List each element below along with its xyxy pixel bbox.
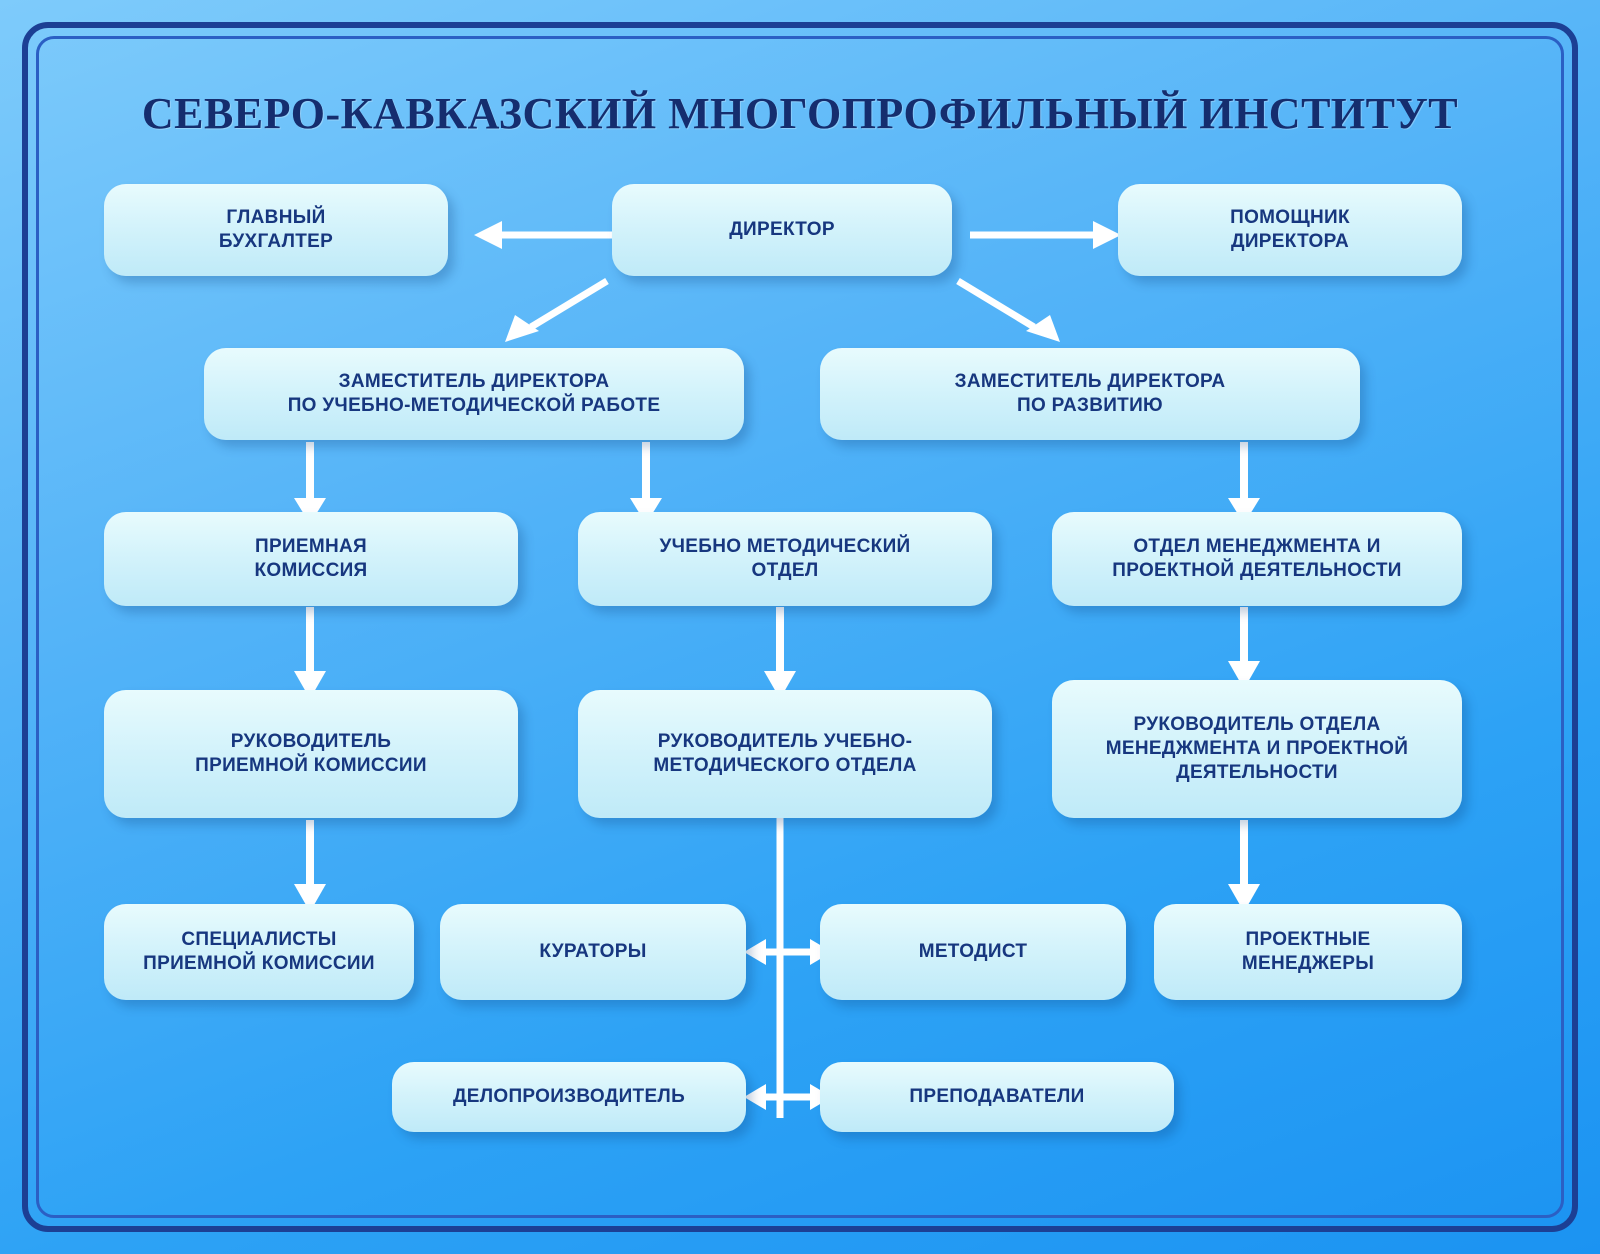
node-director-assistant-line1: ПОМОЩНИК: [1230, 206, 1350, 228]
node-director-assistant-line2: ДИРЕКТОРА: [1231, 231, 1349, 252]
node-management-department[interactable]: [1052, 512, 1462, 606]
node-academic-department-line1: УЧЕБНО МЕТОДИЧЕСКИЙ: [659, 535, 911, 557]
arrow-director-to-chief-accountant: [470, 215, 630, 255]
node-teachers[interactable]: [820, 1062, 1174, 1132]
node-deputy-development-line1: ЗАМЕСТИТЕЛЬ ДИРЕКТОРА: [954, 370, 1226, 392]
node-admissions-committee[interactable]: [104, 512, 518, 606]
arrow-director-to-assistant: [965, 215, 1125, 255]
node-director[interactable]: [612, 184, 952, 276]
node-curators-line1: КУРАТОРЫ: [539, 940, 647, 962]
node-admissions-committee-line2: КОМИССИЯ: [254, 560, 368, 581]
node-methodologist-line1: МЕТОДИСТ: [918, 940, 1028, 962]
node-deputy-academic-line1: ЗАМЕСТИТЕЛЬ ДИРЕКТОРА: [338, 370, 610, 392]
node-head-academic-line1: РУКОВОДИТЕЛЬ УЧЕБНО-: [657, 730, 913, 752]
node-head-management[interactable]: [1052, 680, 1462, 818]
arrow-head-academic-trunk: [770, 818, 790, 1118]
node-teachers-line1: ПРЕПОДАВАТЕЛИ: [909, 1085, 1085, 1107]
node-head-admissions-line2: ПРИЕМНОЙ КОМИССИИ: [195, 755, 427, 776]
node-deputy-academic[interactable]: [204, 348, 744, 440]
node-project-managers-line1: ПРОЕКТНЫЕ: [1245, 928, 1371, 950]
node-admissions-committee-line1: ПРИЕМНАЯ: [255, 535, 367, 557]
arrow-director-to-deputy-academic: [495, 275, 615, 345]
node-chief-accountant[interactable]: [104, 184, 448, 276]
node-academic-department-line2: ОТДЕЛ: [751, 560, 819, 581]
node-head-admissions[interactable]: [104, 690, 518, 818]
node-management-department-line1: ОТДЕЛ МЕНЕДЖМЕНТА И: [1133, 535, 1381, 557]
arrow-academic-dept-to-head-academic: [758, 605, 802, 701]
node-chief-accountant-line2: БУХГАЛТЕР: [218, 231, 334, 252]
node-admissions-specialists-line1: СПЕЦИАЛИСТЫ: [181, 928, 337, 950]
node-admissions-specialists-line2: ПРИЕМНОЙ КОМИССИИ: [143, 953, 375, 974]
node-academic-department[interactable]: [578, 512, 992, 606]
arrow-head-admissions-to-specialists: [288, 818, 332, 914]
node-clerk[interactable]: [392, 1062, 746, 1132]
node-deputy-development[interactable]: [820, 348, 1360, 440]
node-clerk-line1: ДЕЛОПРОИЗВОДИТЕЛЬ: [452, 1085, 686, 1107]
node-head-academic[interactable]: [578, 690, 992, 818]
node-head-management-line3: ДЕЯТЕЛЬНОСТИ: [1176, 762, 1338, 784]
node-project-managers[interactable]: [1154, 904, 1462, 1000]
node-project-managers-line2: МЕНЕДЖЕРЫ: [1241, 953, 1375, 974]
node-director-line1: ДИРЕКТОР: [729, 218, 835, 240]
node-director-assistant[interactable]: [1118, 184, 1462, 276]
node-deputy-development-line2: ПО РАЗВИТИЮ: [1017, 395, 1163, 416]
node-chief-accountant-line1: ГЛАВНЫЙ: [226, 206, 326, 228]
node-methodologist[interactable]: [820, 904, 1126, 1000]
node-head-admissions-line1: РУКОВОДИТЕЛЬ: [230, 730, 392, 752]
node-head-management-line1: РУКОВОДИТЕЛЬ ОТДЕЛА: [1133, 713, 1381, 735]
arrow-admissions-to-head-admissions: [288, 605, 332, 701]
node-admissions-specialists[interactable]: [104, 904, 414, 1000]
node-head-management-line2: МЕНЕДЖМЕНТА И ПРОЕКТНОЙ: [1105, 737, 1409, 759]
node-deputy-academic-line2: ПО УЧЕБНО-МЕТОДИЧЕСКОЙ РАБОТЕ: [287, 395, 661, 416]
arrow-management-dept-to-head-management: [1222, 605, 1266, 691]
node-head-academic-line2: МЕТОДИЧЕСКОГО ОТДЕЛА: [653, 755, 917, 776]
node-curators[interactable]: [440, 904, 746, 1000]
arrow-director-to-deputy-development: [950, 275, 1070, 345]
node-management-department-line2: ПРОЕКТНОЙ ДЕЯТЕЛЬНОСТИ: [1112, 560, 1402, 581]
page-title: СЕВЕРО-КАВКАЗСКИЙ МНОГОПРОФИЛЬНЫЙ ИНСТИТУТ: [141, 89, 1459, 138]
arrow-head-management-to-project-managers: [1222, 818, 1266, 914]
